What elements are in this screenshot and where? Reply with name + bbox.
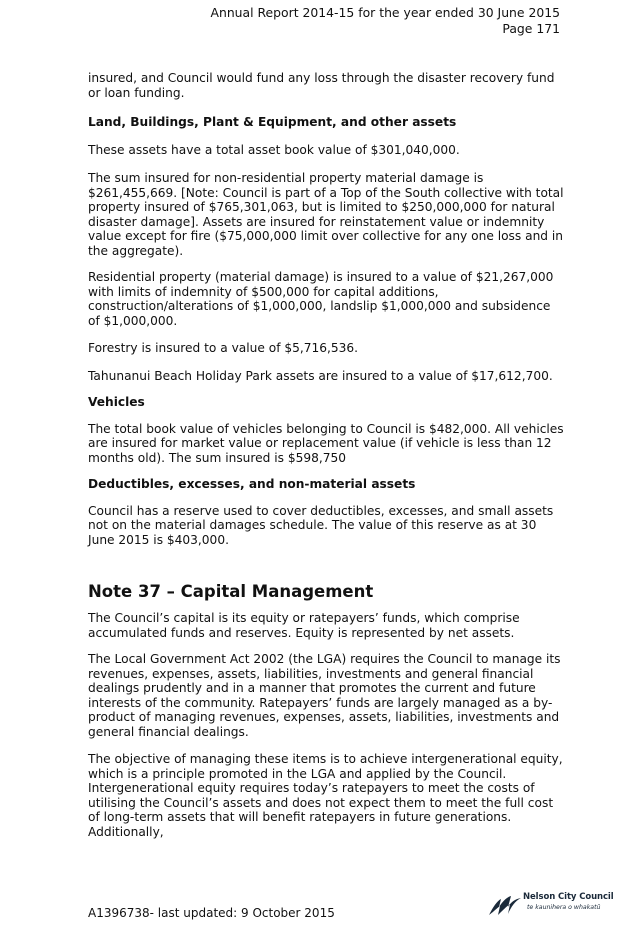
heading-land-buildings: Land, Buildings, Plant & Equipment, and other assets <box>88 115 457 129</box>
logo-tagline: te kaunihera o whakatū <box>527 904 601 911</box>
report-title: Annual Report 2014-15 for the year ended 30 June 2015 <box>210 5 560 20</box>
heading-note-37: Note 37 – Capital Management <box>88 582 374 601</box>
paragraph-deductibles: Council has a reserve used to cover deductibles, excesses, and small assets not on the material damages schedule. The value of this reserve as at 30 June 2015 is $403,000. <box>88 503 554 547</box>
paragraph-non-residential: The sum insured for non-residential property material damage is $261,455,669. [Note: Council is part of a Top of the South collective with total property insured of $765,301,063, but is limited to $250,000,000 for natural disaster damage]. Assets are insured for reinstatement value or indemnity value except for fire ($75,000,000 limit over collective for any one loss and in the aggregate). <box>88 171 564 258</box>
paragraph-capital: The Council’s capital is its equity or ratepayers’ funds, which comprise accumulated funds and reserves. Equity is represented by net assets. <box>88 611 520 640</box>
page-header <box>211 5 561 37</box>
paragraph-residential: Residential property (material damage) is insured to a value of $21,267,000 with limits of indemnity of $500,000 for capital additions, construction/alterations of $1,000,000, landslip $1,000,000 and subsidence of $1,000,000. <box>88 270 554 328</box>
heading-deductibles: Deductibles, excesses, and non-material assets <box>88 477 416 491</box>
page-body <box>88 71 566 839</box>
paragraph-objective: The objective of managing these items is to achieve intergenerational equity, which is a principle promoted in the LGA and applied by the Council. Intergenerational equity requires today’s ratepayers to meet the costs of utilising the Council’s assets and does not expect them to meet the full cost of long-term assets that will benefit ratepayers in future generations. Additionally, <box>88 752 563 839</box>
paragraph-lga: The Local Government Act 2002 (the LGA) requires the Council to manage its revenues, expenses, assets, liabilities, investments and general financial dealings prudently and in a manner that promotes the current and future interests of the community. Ratepayers’ funds are largely managed as a by-product of managing revenues, expenses, assets, liabilities, investments and general financial dealings. <box>88 652 561 739</box>
paragraph-total-value: These assets have a total asset book value of $301,040,000. <box>88 142 460 157</box>
document-reference: A1396738- last updated: 9 October 2015 <box>88 906 335 920</box>
paragraph-vehicles: The total book value of vehicles belonging to Council is $482,000. All vehicles are insured for market value or replacement value (if vehicle is less than 12 months old). The sum insured is $598,750 <box>88 421 564 465</box>
page-number: Page 171 <box>502 21 560 36</box>
page-footer <box>88 906 335 920</box>
paragraph-continued: insured, and Council would fund any loss through the disaster recovery fund or loan funding. <box>88 71 555 100</box>
council-logo <box>487 889 627 923</box>
paragraph-forestry: Forestry is insured to a value of $5,716,536. <box>88 341 359 355</box>
heading-vehicles: Vehicles <box>88 395 145 409</box>
logo-wordmark: Nelson City Council <box>523 892 614 902</box>
paragraph-tahunanui: Tahunanui Beach Holiday Park assets are insured to a value of $17,612,700. <box>88 368 553 383</box>
nelson-city-council-logo-mark-icon <box>487 893 523 919</box>
